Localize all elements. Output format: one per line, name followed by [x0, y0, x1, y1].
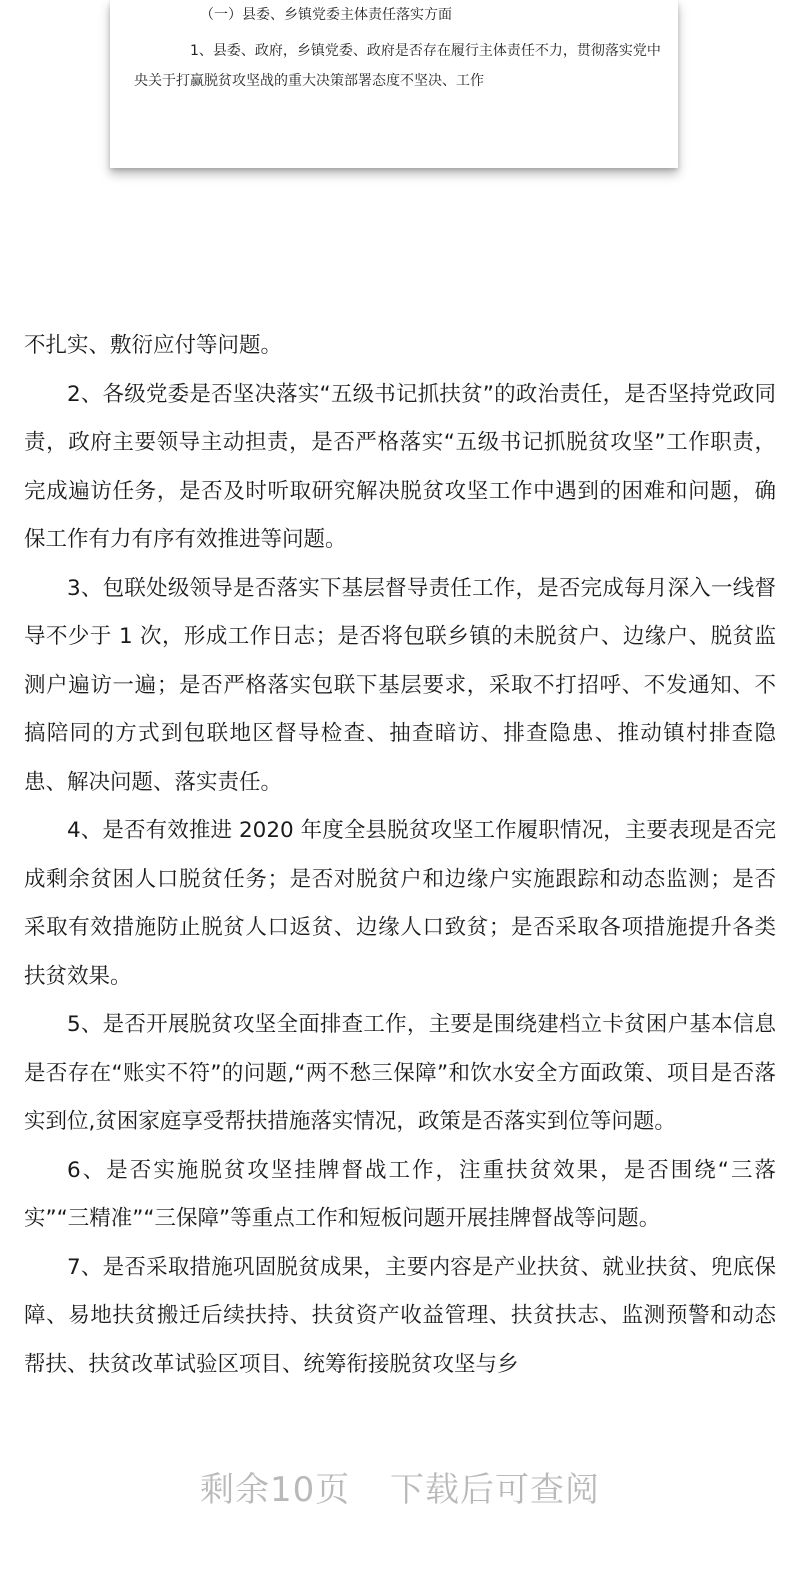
continuation-paragraph: 不扎实、敷衍应付等问题。	[24, 333, 283, 358]
item-paragraph-7: 7、是否采取措施巩固脱贫成果，主要内容是产业扶贫、就业扶贫、兜底保障、易地扶贫搬迁后续扶持、扶贫资产收益管理、扶贫扶志、监测预警和动态帮扶、扶贫改革试验区项目、统筹衔接脱贫攻坚与乡	[24, 1254, 776, 1377]
remaining-pages-label: 剩余10页	[199, 1470, 351, 1510]
preview-page-card	[110, 0, 678, 168]
download-hint-label: 下载后可查阅	[390, 1470, 601, 1510]
card-section-heading: （一）县委、乡镇党委主体责任落实方面	[200, 7, 452, 23]
item-paragraph-5: 5、是否开展脱贫攻坚全面排查工作，主要是围绕建档立卡贫困户基本信息是否存在“账实不符”的问题,“两不愁三保障”和饮水安全方面政策、项目是否落实到位,贫困家庭享受帮扶措施落实情况，政策是否落实到位等问题。	[24, 1012, 776, 1134]
item-paragraph-3: 3、包联处级领导是否落实下基层督导责任工作，是否完成每月深入一线督导不少于 1 次，形成工作日志；是否将包联乡镇的未脱贫户、边缘户、脱贫监测户遍访一遍；是否严格落实包联下基层要求，采取不打招呼、不发通知、不搞陪同的方式到包联地区督导检查、抽查暗访、排查隐患、推动镇村排查隐患、解决问题、落实责任。	[24, 575, 776, 795]
card-paragraph: 1、县委、政府，乡镇党委、政府是否存在履行主体责任不力，贯彻落实党中央关于打赢脱贫攻坚战的重大决策部署态度不坚决、工作	[134, 43, 661, 89]
item-paragraph-4: 4、是否有效推进 2020 年度全县脱贫攻坚工作履职情况，主要表现是否完成剩余贫困人口脱贫任务；是否对脱贫户和边缘户实施跟踪和动态监测；是否采取有效措施防止脱贫人口返贫、边缘人口致贫；是否采取各项措施提升各类扶贫效果。	[24, 818, 776, 989]
item-paragraph-2: 2、各级党委是否坚决落实“五级书记抓扶贫”的政治责任，是否坚持党政同责，政府主要领导主动担责，是否严格落实“五级书记抓脱贫攻坚”工作职责，完成遍访任务，是否及时听取研究解决脱贫攻坚工作中遇到的困难和问题，确保工作有力有序有效推进等问题。	[24, 381, 776, 552]
download-prompt[interactable]	[0, 1466, 800, 1514]
document-body	[24, 322, 776, 1389]
item-paragraph-6: 6、是否实施脱贫攻坚挂牌督战工作，注重扶贫效果，是否围绕“三落实”“三精准”“三保障”等重点工作和短板问题开展挂牌督战等问题。	[24, 1157, 776, 1231]
